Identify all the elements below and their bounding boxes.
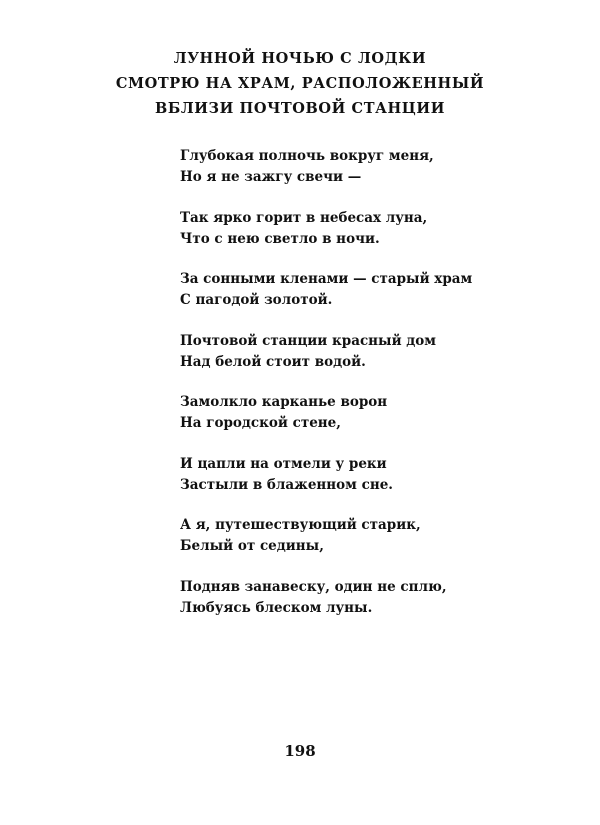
title-line-3: ВБЛИЗИ ПОЧТОВОЙ СТАНЦИИ	[154, 100, 446, 117]
verse-line: Подняв занавеску, один не сплю,	[180, 578, 447, 595]
stanza-5	[180, 392, 580, 454]
stanza-7	[180, 515, 580, 577]
verse-line: Так ярко горит в небесах луна,	[180, 209, 428, 226]
verse-line: Замолкло карканье ворон	[180, 394, 388, 410]
stanza-6	[180, 454, 580, 516]
stanza-1	[180, 146, 580, 208]
verse-line: С пагодой золотой.	[180, 292, 333, 308]
poem-title	[0, 46, 600, 121]
verse-line: Почтовой станции красный дом	[180, 332, 437, 349]
stanza-2	[180, 208, 580, 270]
verse-line: За сонными кленами — старый храм	[180, 271, 473, 287]
verse-line: А я, путешествующий старик,	[180, 517, 421, 533]
verse-line: Застыли в блаженном сне.	[180, 476, 393, 493]
poem-body	[180, 146, 580, 638]
stanza-3	[180, 269, 580, 331]
stanza-8	[180, 577, 580, 639]
verse-line: На городской стене,	[180, 415, 341, 431]
stanza-4	[180, 331, 580, 393]
verse-line: Что с нею светло в ночи.	[180, 230, 380, 247]
verse-line: И цапли на отмели у реки	[180, 455, 387, 472]
page-number: 198	[284, 742, 316, 760]
verse-line: Белый от седины,	[180, 538, 324, 554]
verse-line: Над белой стоит водой.	[180, 353, 366, 370]
verse-line: Но я не зажгу свечи —	[180, 169, 362, 185]
verse-line: Любуясь блеском луны.	[180, 599, 373, 616]
title-line-1: ЛУННОЙ НОЧЬЮ С ЛОДКИ	[173, 50, 427, 67]
verse-line: Глубокая полночь вокруг меня,	[180, 148, 434, 164]
title-line-2: СМОТРЮ НА ХРАМ, РАСПОЛОЖЕННЫЙ	[115, 75, 485, 92]
